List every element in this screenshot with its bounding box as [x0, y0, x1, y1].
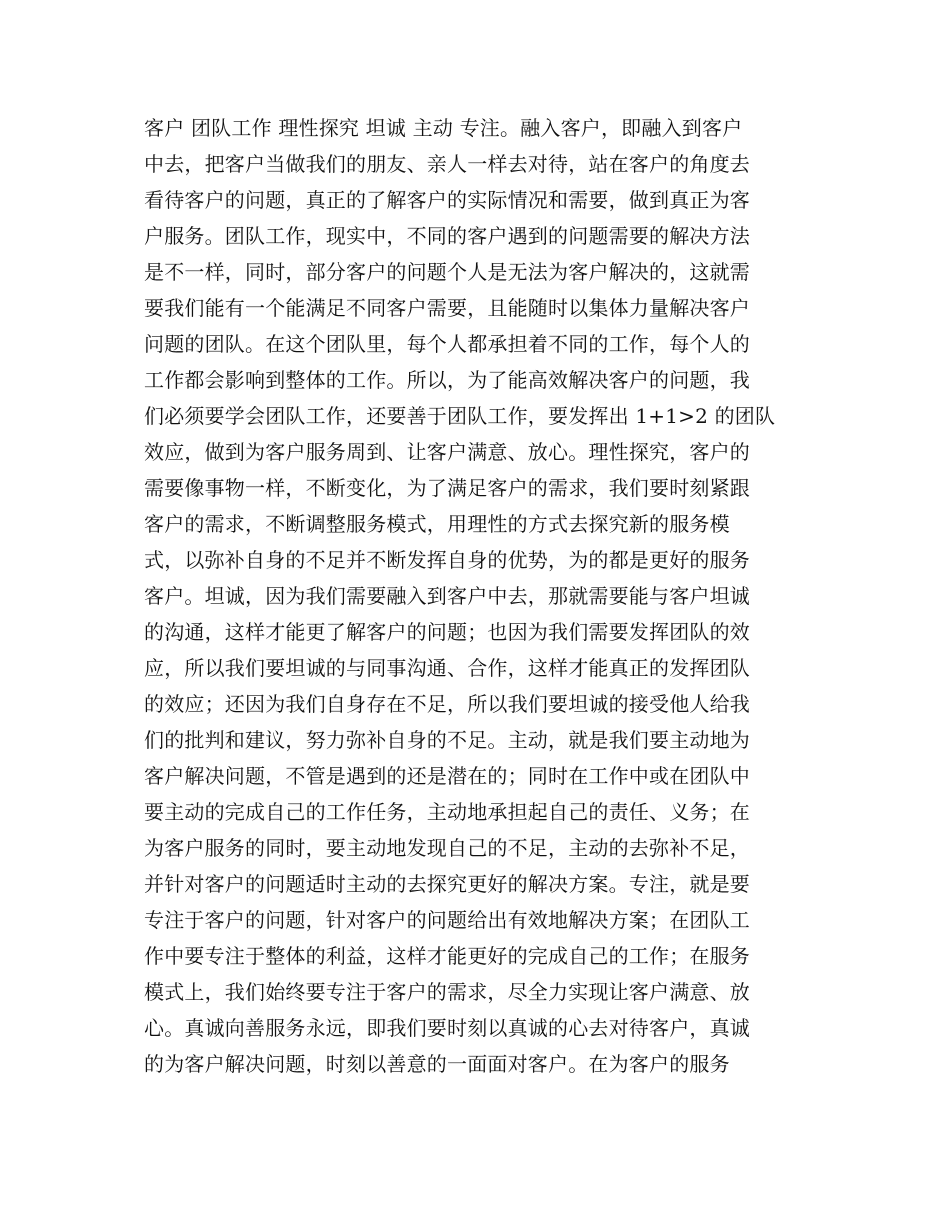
text-line: 中去，把客户当做我们的朋友、亲人一样去对待，站在客户的角度去	[144, 152, 750, 176]
text-line: 客户 团队工作 理性探究 坦诚 主动 专注。融入客户，即融入到客户	[144, 116, 743, 140]
text-line: 问题的团队。在这个团队里，每个人都承担着不同的工作，每个人的	[144, 332, 750, 356]
text-line: 是不一样，同时，部分客户的问题个人是无法为客户解决的，这就需	[144, 260, 750, 284]
text-line: 们的批判和建议，努力弥补自身的不足。主动，就是我们要主动地为	[144, 728, 750, 752]
text-line: 工作都会影响到整体的工作。所以，为了能高效解决客户的问题，我	[144, 368, 750, 392]
text-line: 心。真诚向善服务永远，即我们要时刻以真诚的心去对待客户，真诚	[144, 1016, 750, 1040]
text-line: 客户的需求，不断调整服务模式，用理性的方式去探究新的服务模	[144, 512, 730, 536]
text-line: 的沟通，这样才能更了解客户的问题；也因为我们需要发挥团队的效	[144, 620, 750, 644]
text-line: 们必须要学会团队工作，还要善于团队工作，要发挥出 1+1>2 的团队	[144, 404, 776, 428]
text-line: 看待客户的问题，真正的了解客户的实际情况和需要，做到真正为客	[144, 188, 750, 212]
text-line: 需要像事物一样，不断变化，为了满足客户的需求，我们要时刻紧跟	[144, 476, 750, 500]
text-line: 为客户服务的同时，要主动地发现自己的不足，主动的去弥补不足，	[144, 836, 750, 860]
text-line: 要主动的完成自己的工作任务，主动地承担起自己的责任、义务；在	[144, 800, 750, 824]
text-line: 效应，做到为客户服务周到、让客户满意、放心。理性探究，客户的	[144, 440, 750, 464]
body-text	[144, 110, 814, 1082]
text-line: 模式上，我们始终要专注于客户的需求，尽全力实现让客户满意、放	[144, 980, 750, 1004]
text-line: 户服务。团队工作，现实中，不同的客户遇到的问题需要的解决方法	[144, 224, 750, 248]
text-line: 客户。坦诚，因为我们需要融入到客户中去，那就需要能与客户坦诚	[144, 584, 750, 608]
text-line: 要我们能有一个能满足不同客户需要，且能随时以集体力量解决客户	[144, 296, 750, 320]
text-line: 客户解决问题，不管是遇到的还是潜在的；同时在工作中或在团队中	[144, 764, 750, 788]
text-line: 式，以弥补自身的不足并不断发挥自身的优势，为的都是更好的服务	[144, 548, 750, 572]
text-line: 作中要专注于整体的利益，这样才能更好的完成自己的工作；在服务	[144, 944, 750, 968]
text-line: 的为客户解决问题，时刻以善意的一面面对客户。在为客户的服务	[144, 1052, 730, 1076]
text-line: 应，所以我们要坦诚的与同事沟通、合作，这样才能真正的发挥团队	[144, 656, 750, 680]
text-line: 并针对客户的问题适时主动的去探究更好的解决方案。专注，就是要	[144, 872, 750, 896]
text-line: 的效应；还因为我们自身存在不足，所以我们要坦诚的接受他人给我	[144, 692, 750, 716]
text-line: 专注于客户的问题，针对客户的问题给出有效地解决方案；在团队工	[144, 908, 750, 932]
